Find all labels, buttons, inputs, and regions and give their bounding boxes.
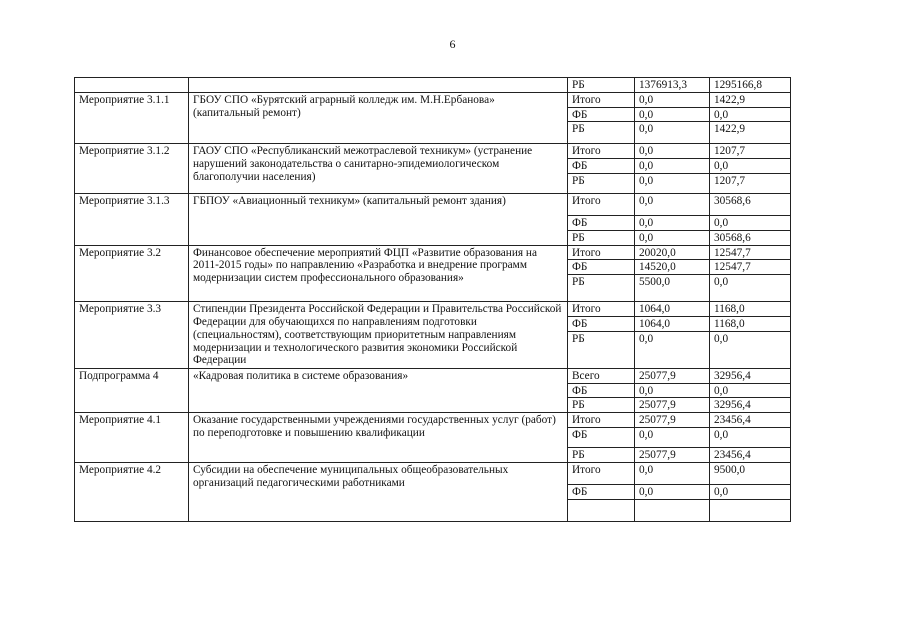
- table-row: [75, 245, 791, 260]
- amount-year-2-cell: 1168,0: [710, 302, 791, 317]
- amount-year-2-cell: 32956,4: [710, 398, 791, 413]
- amount-year-2-cell: 12547,7: [710, 260, 791, 275]
- funding-source-cell: РБ: [568, 447, 635, 462]
- funding-source-cell: ФБ: [568, 316, 635, 331]
- funding-source-cell: РБ: [568, 122, 635, 144]
- funding-source-cell: РБ: [568, 331, 635, 368]
- funding-source-cell: Итого: [568, 144, 635, 159]
- measure-description-cell: ГБПОУ «Авиационный техникум» (капитальный ремонт здания): [189, 193, 568, 245]
- funding-source-cell: ФБ: [568, 159, 635, 174]
- funding-source-cell: Итого: [568, 193, 635, 215]
- funding-source-cell: ФБ: [568, 484, 635, 499]
- amount-year-1-cell: 25077,9: [635, 398, 710, 413]
- amount-year-1-cell: 0,0: [635, 462, 710, 484]
- amount-year-1-cell: 0,0: [635, 107, 710, 122]
- table-row: [75, 144, 791, 159]
- amount-year-2-cell: 1207,7: [710, 173, 791, 193]
- measure-name-cell: Мероприятие 4.2: [75, 462, 189, 521]
- amount-year-2-cell: 1168,0: [710, 316, 791, 331]
- amount-year-1-cell: 1064,0: [635, 302, 710, 317]
- funding-source-cell: Итого: [568, 302, 635, 317]
- amount-year-1-cell: 25077,9: [635, 413, 710, 428]
- amount-year-2-cell: 1295166,8: [710, 78, 791, 93]
- amount-year-1-cell: 0,0: [635, 427, 710, 447]
- funding-source-cell: ФБ: [568, 427, 635, 447]
- funding-source-cell: Итого: [568, 92, 635, 107]
- measure-description-cell: Стипендии Президента Российской Федерации и Правительства Российской Федерации для обучающихся по направлениям подготовки (специальностям), соответствующим приоритетным направлениям модернизации и технологического развития экономики Российской Федерации: [189, 302, 568, 369]
- amount-year-1-cell: 0,0: [635, 331, 710, 368]
- funding-source-cell: Итого: [568, 462, 635, 484]
- funding-source-cell: РБ: [568, 275, 635, 302]
- measure-description-cell: [189, 78, 568, 93]
- amount-year-1-cell: 0,0: [635, 383, 710, 398]
- measure-description-cell: «Кадровая политика в системе образования»: [189, 368, 568, 412]
- measure-name-cell: Мероприятие 3.1.3: [75, 193, 189, 245]
- measure-name-cell: [75, 78, 189, 93]
- funding-source-cell: Всего: [568, 368, 635, 383]
- measure-name-cell: Мероприятие 3.3: [75, 302, 189, 369]
- amount-year-1-cell: 0,0: [635, 173, 710, 193]
- measure-name-cell: Мероприятие 3.1.2: [75, 144, 189, 194]
- funding-source-cell: РБ: [568, 398, 635, 413]
- measure-description-cell: ГАОУ СПО «Республиканский межотраслевой техникум» (устранение нарушений законодательства о санитарно-эпидемиологическом благополучии населения): [189, 144, 568, 194]
- amount-year-1-cell: 0,0: [635, 144, 710, 159]
- table-row: [75, 302, 791, 317]
- amount-year-2-cell: 32956,4: [710, 368, 791, 383]
- amount-year-2-cell: 0,0: [710, 383, 791, 398]
- funding-source-cell: РБ: [568, 230, 635, 245]
- amount-year-1-cell: 0,0: [635, 193, 710, 215]
- funding-source-cell: ФБ: [568, 383, 635, 398]
- measure-name-cell: Мероприятие 3.1.1: [75, 92, 189, 144]
- amount-year-2-cell: 0,0: [710, 215, 791, 230]
- amount-year-2-cell: 12547,7: [710, 245, 791, 260]
- table-row: [75, 193, 791, 215]
- measure-description-cell: Субсидии на обеспечение муниципальных общеобразовательных организаций педагогическими работниками: [189, 462, 568, 521]
- amount-year-1-cell: 1376913,3: [635, 78, 710, 93]
- measure-name-cell: Мероприятие 3.2: [75, 245, 189, 302]
- amount-year-1-cell: 1064,0: [635, 316, 710, 331]
- amount-year-2-cell: 0,0: [710, 107, 791, 122]
- amount-year-2-cell: 0,0: [710, 275, 791, 302]
- amount-year-2-cell: [710, 499, 791, 521]
- measure-description-cell: Оказание государственными учреждениями государственных услуг (работ) по переподготовке и повышению квалификации: [189, 413, 568, 463]
- amount-year-1-cell: 0,0: [635, 122, 710, 144]
- amount-year-2-cell: 0,0: [710, 427, 791, 447]
- amount-year-2-cell: 0,0: [710, 331, 791, 368]
- table-row: [75, 462, 791, 484]
- amount-year-1-cell: 0,0: [635, 92, 710, 107]
- amount-year-2-cell: 0,0: [710, 484, 791, 499]
- amount-year-2-cell: 1207,7: [710, 144, 791, 159]
- funding-source-cell: [568, 499, 635, 521]
- table-row: [75, 78, 791, 93]
- funding-source-cell: ФБ: [568, 107, 635, 122]
- amount-year-1-cell: 25077,9: [635, 447, 710, 462]
- amount-year-1-cell: 0,0: [635, 230, 710, 245]
- amount-year-1-cell: 0,0: [635, 159, 710, 174]
- measure-description-cell: Финансовое обеспечение мероприятий ФЦП «Развитие образования на 2011-2015 годы» по направлению «Разработка и внедрение программ модернизации систем профессионального образования»: [189, 245, 568, 302]
- funding-source-cell: ФБ: [568, 260, 635, 275]
- page-number: 6: [449, 37, 456, 51]
- measure-name-cell: Подпрограмма 4: [75, 368, 189, 412]
- funding-source-cell: РБ: [568, 78, 635, 93]
- amount-year-1-cell: 0,0: [635, 215, 710, 230]
- table-row: [75, 368, 791, 383]
- amount-year-1-cell: [635, 499, 710, 521]
- amount-year-1-cell: 20020,0: [635, 245, 710, 260]
- funding-source-cell: РБ: [568, 173, 635, 193]
- amount-year-1-cell: 14520,0: [635, 260, 710, 275]
- amount-year-2-cell: 9500,0: [710, 462, 791, 484]
- amount-year-2-cell: 30568,6: [710, 230, 791, 245]
- amount-year-2-cell: 23456,4: [710, 447, 791, 462]
- amount-year-2-cell: 1422,9: [710, 122, 791, 144]
- amount-year-2-cell: 1422,9: [710, 92, 791, 107]
- amount-year-2-cell: 0,0: [710, 159, 791, 174]
- funding-source-cell: Итого: [568, 245, 635, 260]
- amount-year-2-cell: 23456,4: [710, 413, 791, 428]
- amount-year-2-cell: 30568,6: [710, 193, 791, 215]
- measure-description-cell: ГБОУ СПО «Бурятский аграрный колледж им. М.Н.Ербанова» (капитальный ремонт): [189, 92, 568, 144]
- amount-year-1-cell: 5500,0: [635, 275, 710, 302]
- funding-source-cell: Итого: [568, 413, 635, 428]
- amount-year-1-cell: 0,0: [635, 484, 710, 499]
- table-row: [75, 413, 791, 428]
- table-row: [75, 92, 791, 107]
- funding-source-cell: ФБ: [568, 215, 635, 230]
- budget-table: [74, 77, 791, 522]
- amount-year-1-cell: 25077,9: [635, 368, 710, 383]
- budget-table-body: [75, 78, 791, 522]
- measure-name-cell: Мероприятие 4.1: [75, 413, 189, 463]
